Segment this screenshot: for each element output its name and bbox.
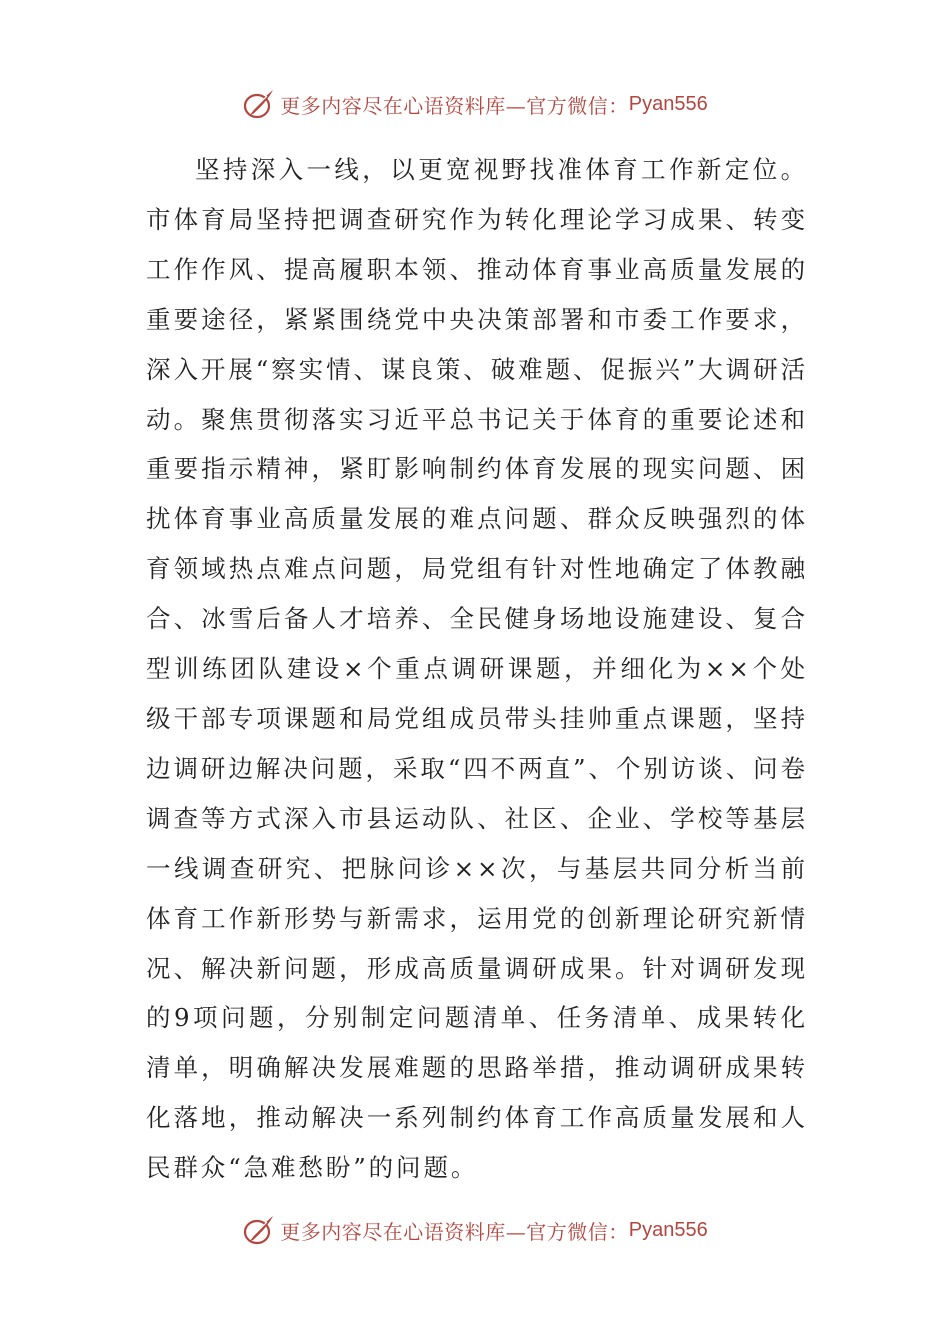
- body-paragraph: 坚持深入一线，以更宽视野找准体育工作新定位。市体育局坚持把调查研究作为转化理论学习成果、转变工作作风、提高履职本领、推动体育事业高质量发展的重要途径，紧紧围绕党中央决策部署和市委工作要求，深入开展“察实情、谋良策、破难题、促振兴”大调研活动。聚焦贯彻落实习近平总书记关于体育的重要论述和重要指示精神，紧盯影响制约体育发展的现实问题、困扰体育事业高质量发展的难点问题、群众反映强烈的体育领域热点难点问题，局党组有针对性地确定了体教融合、冰雪后备人才培养、全民健身场地设施建设、复合型训练团队建设×个重点调研课题，并细化为××个处级干部专项课题和局党组成员带头挂帅重点课题，坚持边调研边解决问题，采取“四不两直”、个别访谈、问卷调查等方式深入市县运动队、社区、企业、学校等基层一线调查研究、把脉问诊××次，与基层共同分析当前体育工作新形势与新需求，运用党的创新理论研究新情况、解决新问题，形成高质量调研成果。针对调研发现的9项问题，分别制定问题清单、任务清单、成果转化清单，明确解决发展难题的思路举措，推动调研成果转化落地，推动解决一系列制约体育工作高质量发展和人民群众“急难愁盼”的问题。: [146, 155, 808, 1183]
- banner-text: 更多内容尽在心语资料库—官方微信：: [280, 93, 629, 118]
- quill-pen-logo-icon: [242, 1213, 276, 1247]
- banner-wechat-id: Pyan556: [628, 92, 708, 115]
- quill-pen-logo-icon: [242, 87, 276, 121]
- header-banner: [0, 84, 950, 124]
- banner-wechat-id: Pyan556: [628, 1218, 708, 1241]
- footer-banner: [0, 1210, 950, 1250]
- banner-text: 更多内容尽在心语资料库—官方微信：: [280, 1219, 629, 1244]
